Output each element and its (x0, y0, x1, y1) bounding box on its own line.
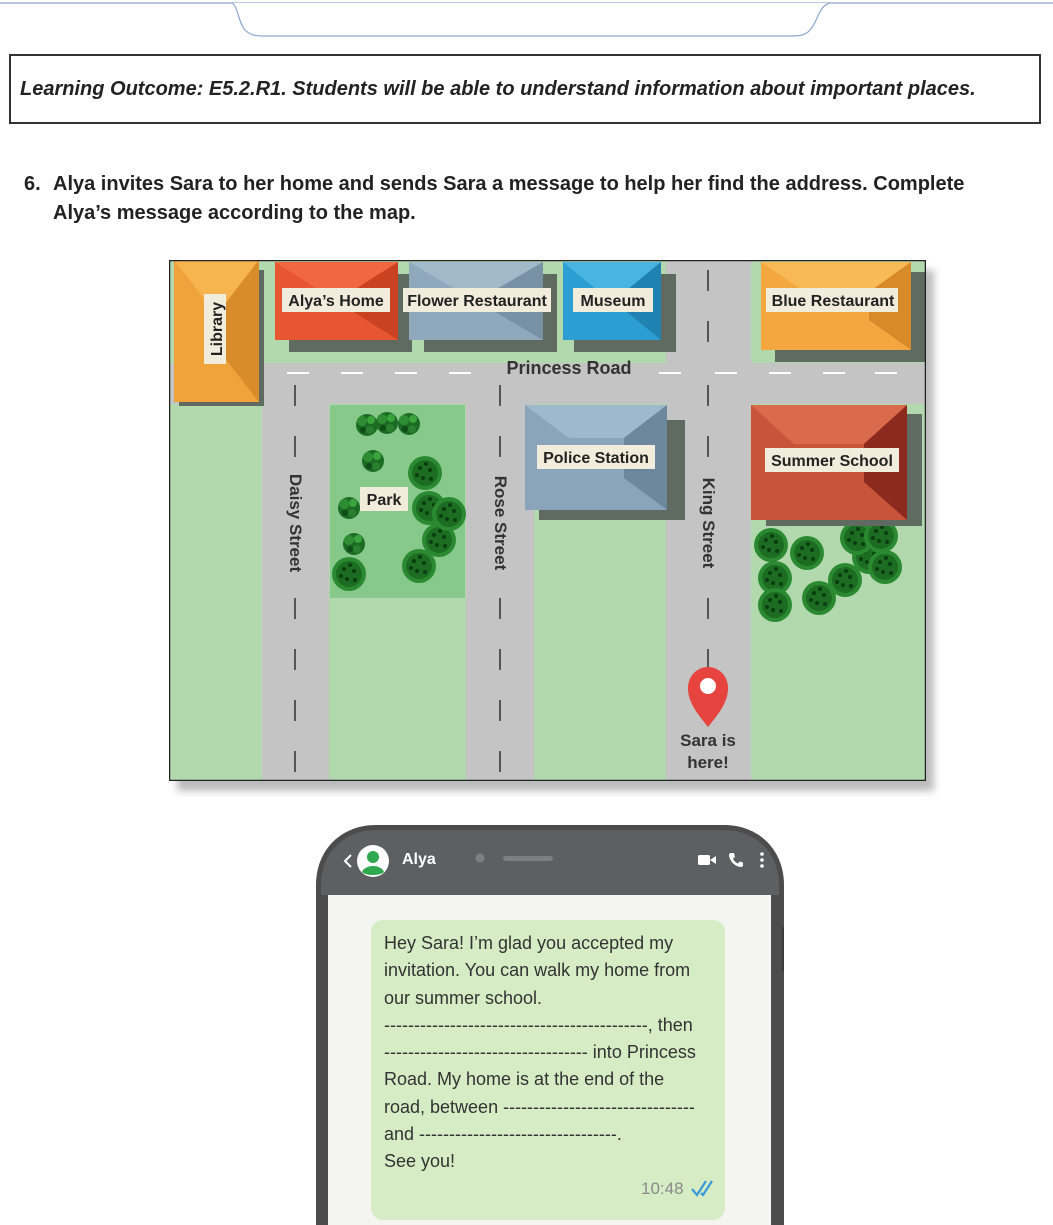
message-line: our summer school. (384, 987, 543, 1008)
map-canvas (169, 260, 926, 781)
marker-label-line-1: Sara is (680, 731, 736, 750)
svg-text:Police Station: Police Station (543, 450, 649, 467)
svg-text:Flower Restaurant: Flower Restaurant (407, 293, 547, 310)
marker-label-line-2: here! (687, 753, 729, 772)
message-time: 10:48 (641, 1179, 684, 1198)
king-street-label: King Street (699, 477, 718, 569)
video-icon[interactable] (697, 853, 717, 867)
svg-text:Library: Library (209, 301, 226, 357)
library-label (204, 294, 226, 364)
message-line: ---------------------------------- into Princess (384, 1042, 696, 1063)
question-text: Alya invites Sara to her home and sends Sara a message to help her find the address. Complete Alya’s message according to the map. (53, 173, 965, 224)
alyas-home-label (282, 288, 390, 312)
phone-icon[interactable] (727, 851, 745, 869)
park-label (360, 487, 408, 511)
message-text (384, 930, 719, 1176)
learning-outcome-text: Learning Outcome: E5.2.R1. Students will be able to understand information about important places. (20, 77, 976, 100)
message-line: road, between -------------------------------- (384, 1096, 695, 1117)
message-line: Hey Sara! I’m glad you accepted my (384, 933, 674, 953)
page-header-tab (0, 0, 1053, 40)
svg-text:Summer School: Summer School (771, 453, 893, 470)
message-line: Road. My home is at the end of the (384, 1069, 665, 1090)
flower-restaurant-label (403, 288, 551, 312)
princess-road-label: Princess Road (506, 358, 632, 378)
double-check-icon (691, 1178, 717, 1198)
contact-name: Alya (402, 851, 436, 868)
learning-outcome-box (9, 54, 1041, 124)
message-line: See you! (384, 1151, 456, 1172)
museum-label (573, 288, 653, 312)
message-line: --------------------------------------------, then (384, 1014, 693, 1035)
svg-text:Park: Park (366, 492, 402, 509)
svg-text:Alya’s Home: Alya’s Home (288, 293, 384, 310)
summer-school-label (765, 448, 899, 472)
message-line: and ---------------------------------. (384, 1124, 622, 1145)
question-number: 6. (24, 173, 41, 195)
daisy-street-label: Daisy Street (286, 473, 305, 573)
svg-text:Museum: Museum (580, 293, 646, 310)
back-icon[interactable] (342, 853, 354, 869)
message-line: invitation. You can walk my home from (384, 960, 691, 981)
more-icon[interactable] (758, 851, 766, 869)
svg-text:Blue Restaurant: Blue Restaurant (771, 293, 895, 310)
rose-street-label: Rose Street (491, 475, 510, 571)
map (169, 260, 926, 781)
blue-restaurant-label (766, 288, 898, 312)
police-station-label (537, 445, 655, 469)
avatar[interactable] (357, 845, 389, 877)
